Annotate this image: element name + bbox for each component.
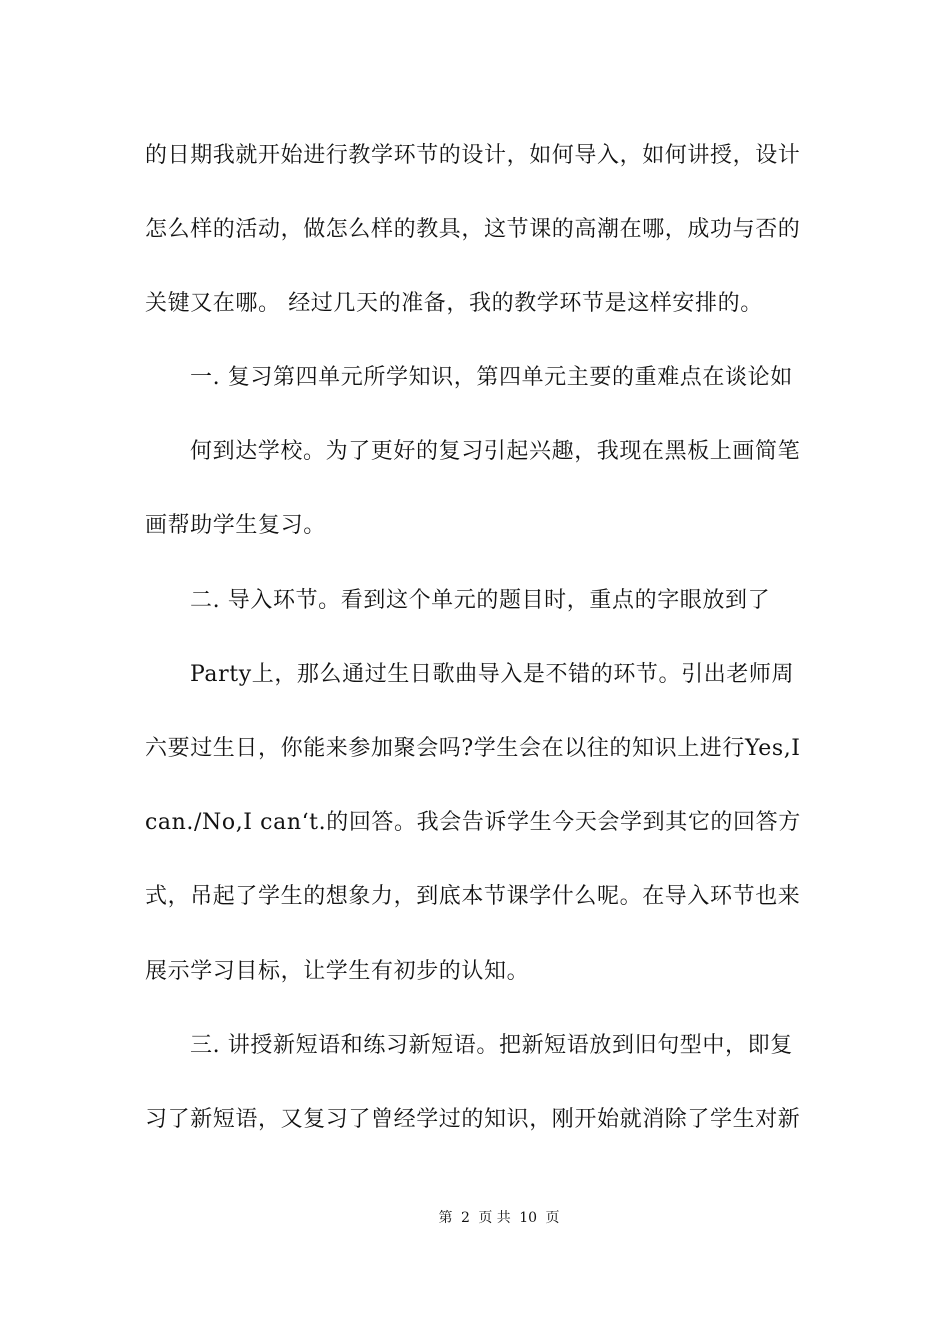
body-text-line: Party上，那么通过生日歌曲导入是不错的环节。引出老师周 [190, 662, 795, 687]
footer-prefix: 第 [438, 1210, 453, 1226]
body-text-line: 关键又在哪。 经过几天的准备，我的教学环节是这样安排的。 [145, 291, 763, 316]
section-heading-line: 二. 导入环节。看到这个单元的题目时，重点的字眼放到了 [190, 588, 771, 613]
body-text-line: 展示学习目标，让学生有初步的认知。 [145, 959, 530, 984]
section-heading-line: 三. 讲授新短语和练习新短语。把新短语放到旧句型中，即复 [190, 1033, 793, 1058]
page-footer [0, 1208, 950, 1228]
total-page-count: 10 [519, 1210, 538, 1226]
body-text-line: can./No,I can‘t.的回答。我会告诉学生今天会学到其它的回答方 [145, 810, 801, 835]
body-text-line: 的日期我就开始进行教学环节的设计，如何导入，如何讲授，设计 [145, 143, 801, 168]
body-text-line: 怎么样的活动，做怎么样的教具，这节课的高潮在哪，成功与否的 [145, 217, 801, 242]
section-heading-line: 一. 复习第四单元所学知识，第四单元主要的重难点在谈论如 [190, 365, 793, 390]
body-text-line: 习了新短语，又复习了曾经学过的知识，刚开始就消除了学生对新 [145, 1107, 801, 1132]
body-text-line: 画帮助学生复习。 [145, 513, 326, 538]
body-text-line: 何到达学校。为了更好的复习引起兴趣，我现在黑板上画简笔 [190, 439, 801, 464]
current-page-number: 2 [460, 1210, 470, 1226]
body-text-line: 式，吊起了学生的想象力，到底本节课学什么呢。在导入环节也来 [145, 884, 801, 909]
footer-suffix: 页 [545, 1210, 560, 1226]
body-text-line: 六要过生日，你能来参加聚会吗?学生会在以往的知识上进行Yes,I [145, 736, 801, 761]
footer-mid: 页 共 [478, 1210, 511, 1226]
